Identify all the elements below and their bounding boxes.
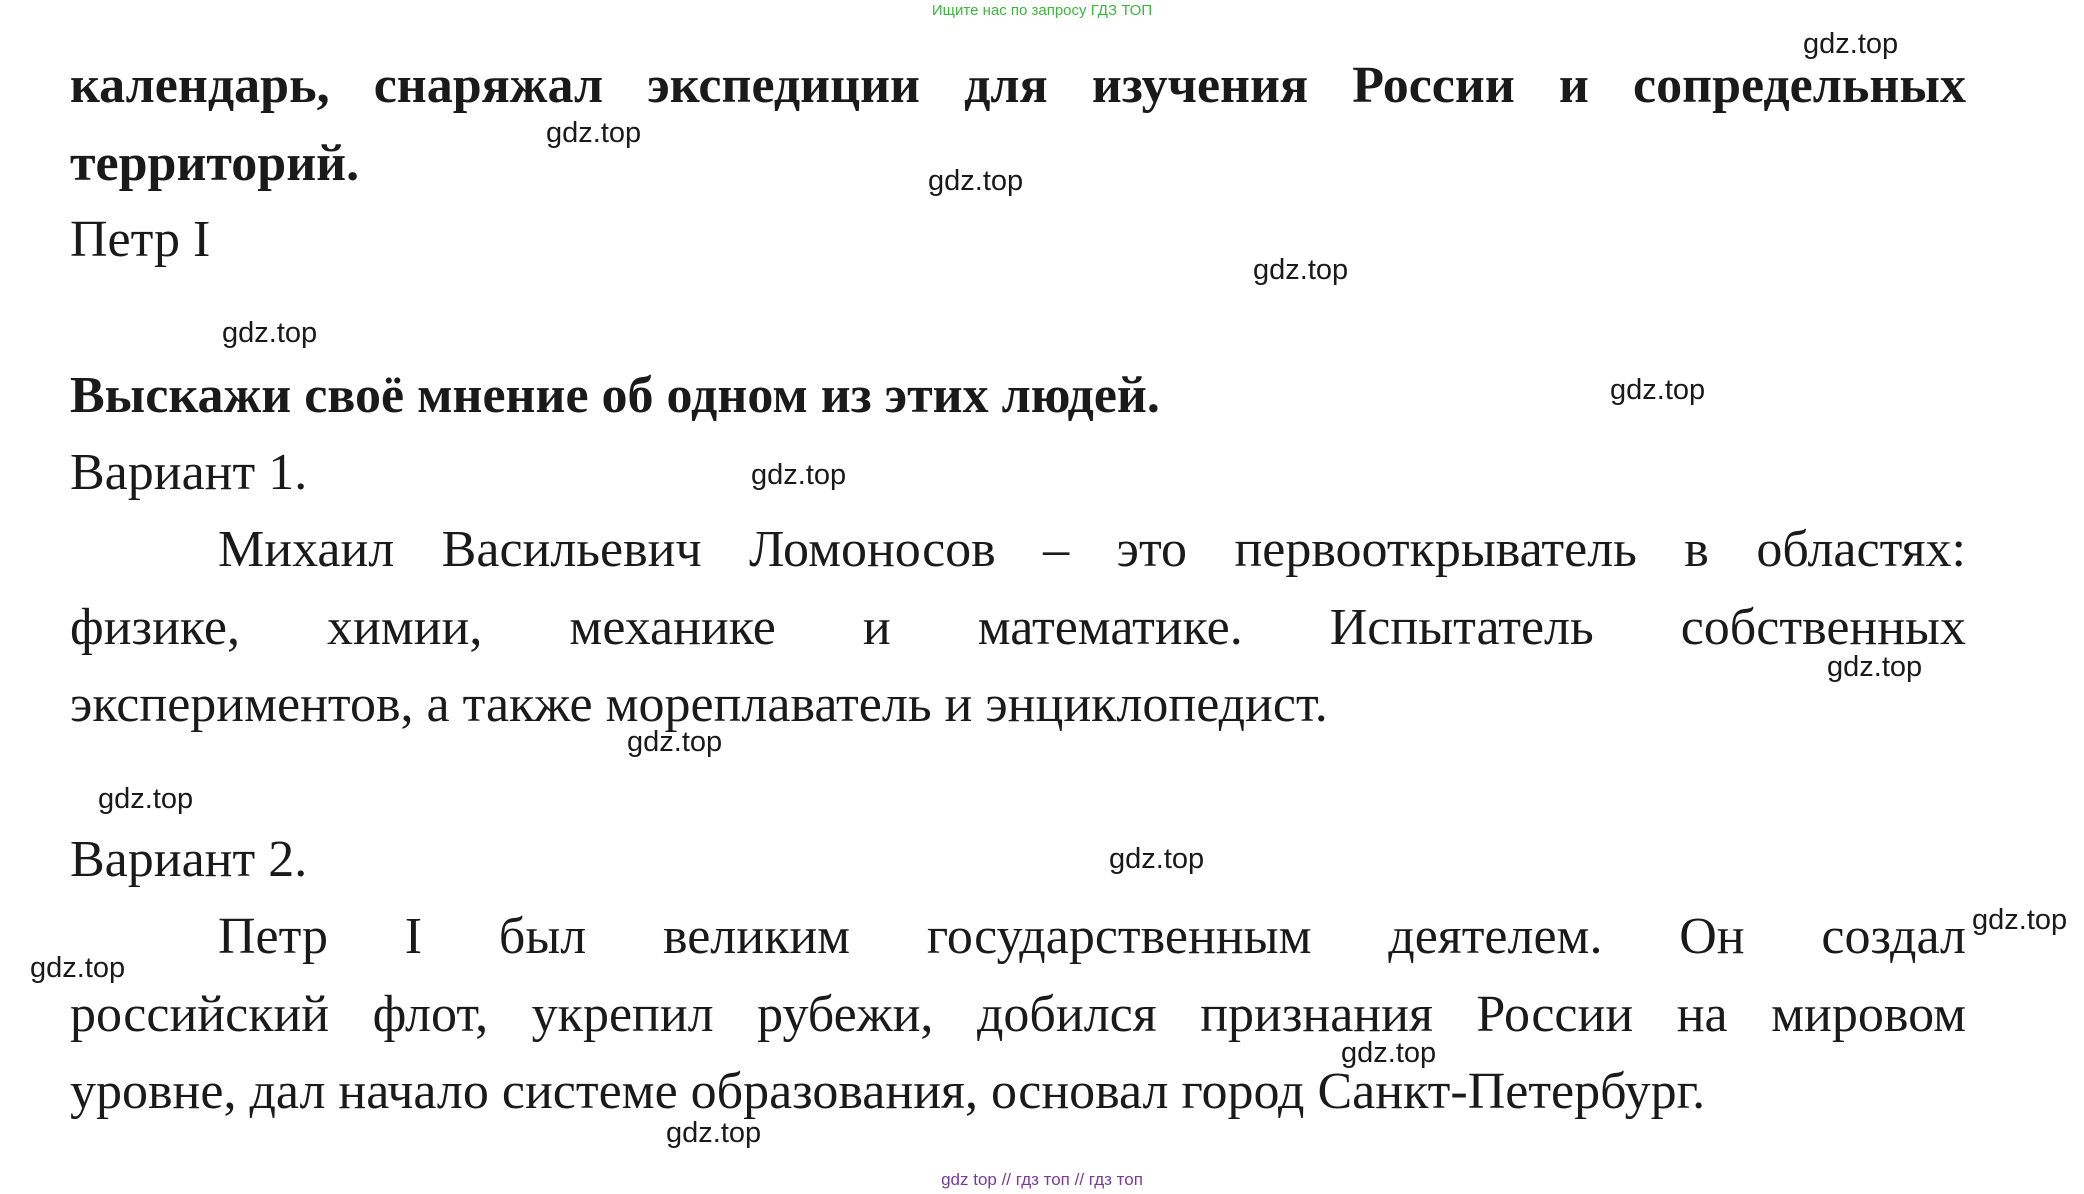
watermark: gdz.top: [627, 726, 723, 758]
variant-2-line-1: Петр I был великим государственным деятелем. Он создал: [218, 908, 1966, 965]
watermark: gdz.top: [666, 1117, 762, 1149]
watermark: gdz.top: [1610, 374, 1706, 406]
watermark: gdz.top: [751, 459, 847, 491]
task-heading: Выскажи своё мнение об одном из этих людей.: [70, 367, 1160, 424]
variant-2-title: Вариант 2.: [70, 831, 308, 888]
variant-1-line-1: Михаил Васильевич Ломоносов – это первооткрыватель в областях:: [218, 521, 1966, 578]
variant-2-line-3: уровне, дал начало системе образования, основал город Санкт-Петербург.: [70, 1063, 1706, 1120]
answer-name: Петр I: [70, 211, 211, 268]
watermark: gdz.top: [30, 952, 126, 984]
watermark: gdz.top: [1109, 843, 1205, 875]
watermark: gdz.top: [1827, 651, 1923, 683]
watermark: gdz.top: [1341, 1037, 1437, 1069]
intro-line-1: календарь, снаряжал экспедиции для изучения России и сопредельных: [70, 57, 1966, 114]
watermark: gdz.top: [1253, 254, 1349, 286]
variant-1-title: Вариант 1.: [70, 444, 308, 501]
variant-2-line-2: российский флот, укрепил рубежи, добился признания России на мировом: [70, 986, 1966, 1043]
watermark: gdz.top: [98, 783, 194, 815]
footer-watermark: gdz top // гдз топ // гдз топ: [941, 1170, 1143, 1189]
variant-1-line-3: экспериментов, а также мореплаватель и энциклопедист.: [70, 676, 1328, 733]
watermark: gdz.top: [928, 165, 1024, 197]
watermark: gdz.top: [222, 317, 318, 349]
search-hint-banner: Ищите нас по запросу ГДЗ ТОП: [931, 2, 1153, 19]
intro-line-2: территорий.: [70, 135, 360, 192]
watermark: gdz.top: [546, 117, 642, 149]
watermark: gdz.top: [1803, 28, 1899, 60]
watermark: gdz.top: [1972, 904, 2068, 936]
variant-1-line-2: физике, химии, механике и математике. Испытатель собственных: [70, 599, 1966, 656]
